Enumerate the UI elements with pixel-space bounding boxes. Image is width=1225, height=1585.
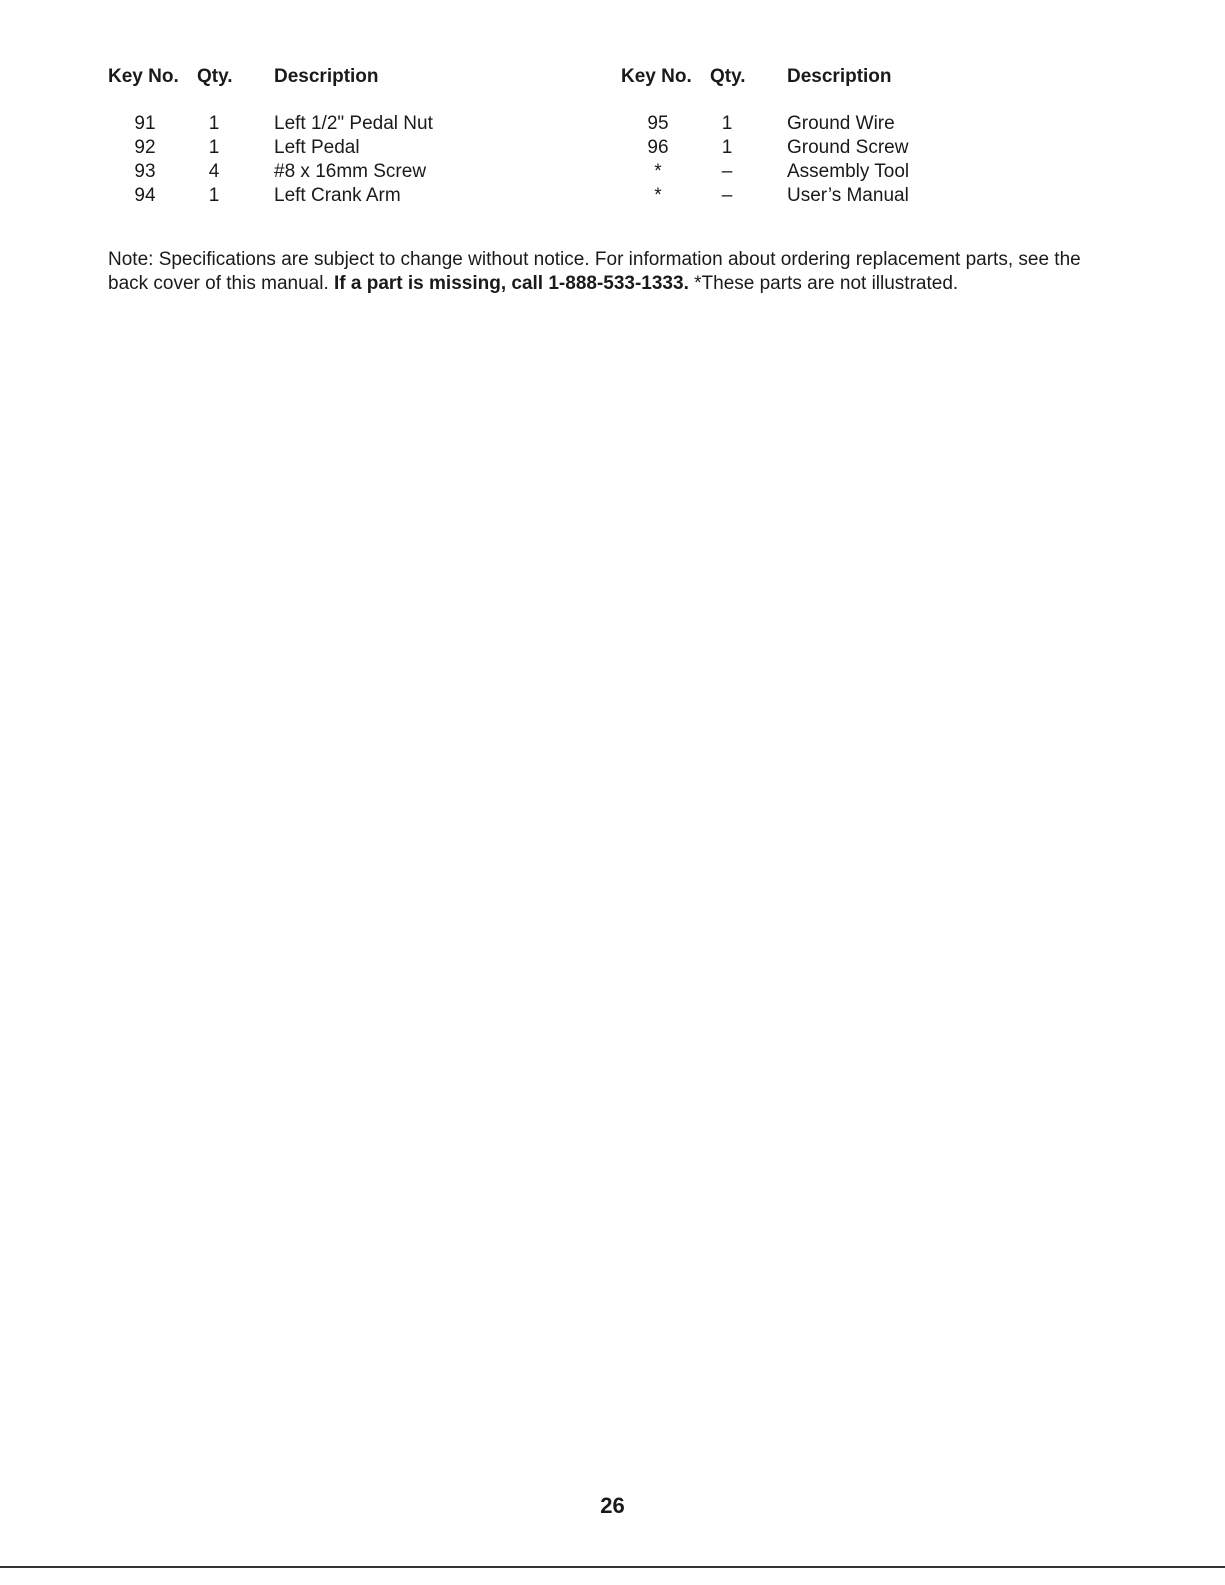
page-number: 26 xyxy=(600,1493,625,1518)
part-key: * xyxy=(654,161,662,182)
part-description: Assembly Tool xyxy=(787,161,910,182)
header-description: Description xyxy=(787,66,892,87)
part-key: 96 xyxy=(647,137,669,158)
note-missing-part-callout: If a part is missing, call 1-888-533-1333. xyxy=(334,273,689,294)
part-key: 95 xyxy=(647,113,669,134)
part-key: 91 xyxy=(134,113,156,134)
part-description: Left Crank Arm xyxy=(274,185,401,206)
part-qty: 1 xyxy=(721,113,733,134)
part-description: #8 x 16mm Screw xyxy=(274,161,427,182)
part-description: Left Pedal xyxy=(274,137,360,158)
note-text: Note: Specifications are subject to change without notice. For information about ordering replacement parts, see the back cover of this manual. xyxy=(108,249,1081,294)
part-key: * xyxy=(654,185,662,206)
part-key: 92 xyxy=(134,137,156,158)
header-key-no: Key No. xyxy=(621,66,692,87)
header-qty: Qty. xyxy=(710,66,746,87)
part-qty: – xyxy=(721,161,733,182)
part-description: Left 1/2" Pedal Nut xyxy=(274,113,433,134)
header-qty: Qty. xyxy=(197,66,233,87)
part-qty: 4 xyxy=(208,161,220,182)
part-key: 94 xyxy=(134,185,156,206)
part-qty: 1 xyxy=(208,137,220,158)
header-description: Description xyxy=(274,66,379,87)
header-key-no: Key No. xyxy=(108,66,179,87)
part-qty: 1 xyxy=(721,137,733,158)
note-not-illustrated: *These parts are not illustrated. xyxy=(688,273,959,294)
parts-note xyxy=(108,248,1108,296)
page-bottom-rule xyxy=(0,1566,1225,1568)
part-description: Ground Wire xyxy=(787,113,895,134)
part-qty: – xyxy=(721,185,733,206)
part-description: User’s Manual xyxy=(787,185,909,206)
part-key: 93 xyxy=(134,161,156,182)
part-qty: 1 xyxy=(208,113,220,134)
part-description: Ground Screw xyxy=(787,137,909,158)
part-qty: 1 xyxy=(208,185,220,206)
